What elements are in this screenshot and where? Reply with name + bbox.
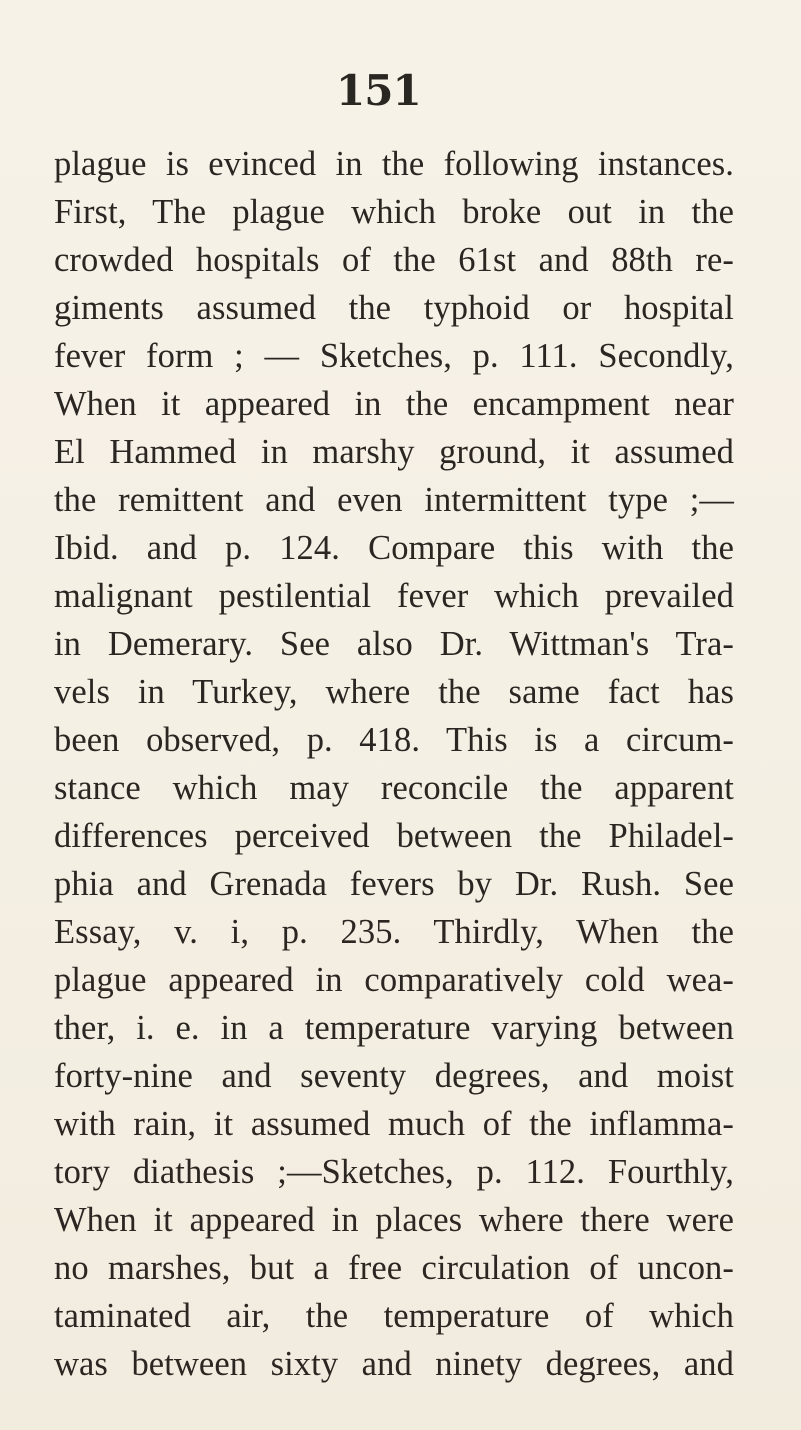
text-line: fever form ; — Sketches, p. 111. Secondly,	[54, 337, 734, 375]
text-line: plague is evinced in the following instances.	[54, 145, 734, 183]
text-line: vels in Turkey, where the same fact has	[54, 673, 734, 711]
text-line: tory diathesis ;—Sketches, p. 112. Fourthly,	[54, 1153, 734, 1191]
body-text	[54, 140, 734, 1388]
text-line: the remittent and even intermittent type ;—	[54, 481, 734, 519]
text-line: When it appeared in the encampment near	[54, 385, 734, 423]
text-line: crowded hospitals of the 61st and 88th re-	[54, 241, 734, 279]
text-line: When it appeared in places where there were	[54, 1201, 734, 1239]
text-line: stance which may reconcile the apparent	[54, 769, 734, 807]
text-line: forty-nine and seventy degrees, and moist	[54, 1057, 734, 1095]
text-line: in Demerary. See also Dr. Wittman's Tra-	[54, 625, 734, 663]
text-line: Essay, v. i, p. 235. Thirdly, When the	[54, 913, 734, 951]
text-line: Ibid. and p. 124. Compare this with the	[54, 529, 734, 567]
text-line: taminated air, the temperature of which	[54, 1297, 734, 1335]
text-line: phia and Grenada fevers by Dr. Rush. See	[54, 865, 734, 903]
text-line: El Hammed in marshy ground, it assumed	[54, 433, 734, 471]
text-line: First, The plague which broke out in the	[54, 193, 734, 231]
text-line: giments assumed the typhoid or hospital	[54, 289, 734, 327]
text-line: differences perceived between the Philadel-	[54, 817, 734, 855]
page-number: 151	[336, 66, 421, 115]
text-line: been observed, p. 418. This is a circum-	[54, 721, 734, 759]
text-line: no marshes, but a free circulation of uncon-	[54, 1249, 734, 1287]
text-line: malignant pestilential fever which prevailed	[54, 577, 734, 615]
text-line: plague appeared in comparatively cold wea-	[54, 961, 734, 999]
text-line: with rain, it assumed much of the inflamma-	[54, 1105, 734, 1143]
text-line: ther, i. e. in a temperature varying between	[54, 1009, 734, 1047]
text-line: was between sixty and ninety degrees, and	[54, 1345, 734, 1383]
